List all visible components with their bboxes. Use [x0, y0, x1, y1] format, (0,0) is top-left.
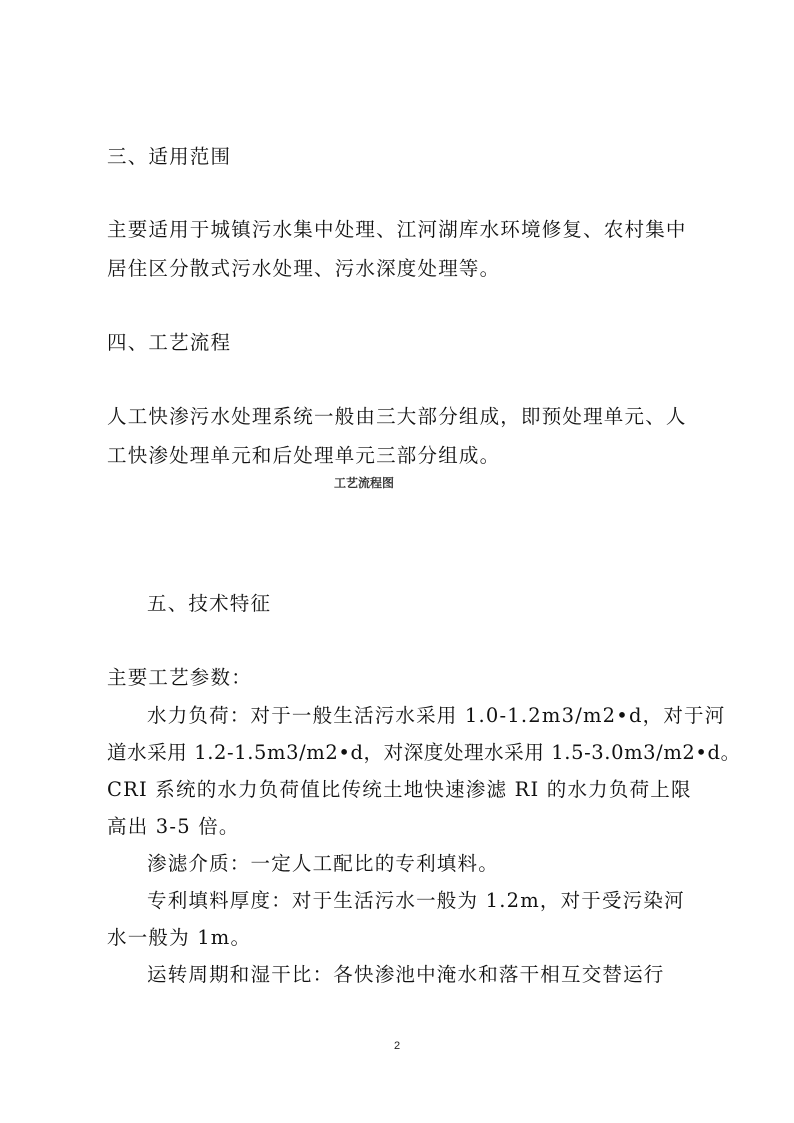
hydraulic-load-line-2: 道水采用 1.2-1.5m3/m2•d，对深度处理水采用 1.5-3.0m3/m2•d。	[107, 741, 741, 764]
section-4-body-line-1: 人工快渗污水处理系统一般由三大部分组成，即预处理单元、人	[107, 405, 687, 428]
page-number: 2	[393, 1040, 401, 1052]
section-3-heading: 三、适用范围	[107, 145, 232, 168]
section-5-intro: 主要工艺参数：	[107, 666, 252, 689]
hydraulic-load-line-4: 高出 3-5 倍。	[107, 815, 240, 838]
filter-media-line: 渗滤介质：一定人工配比的专利填料。	[147, 852, 499, 875]
cycle-line: 运转周期和湿干比：各快渗池中淹水和落干相互交替运行	[147, 963, 665, 986]
section-4-heading: 四、工艺流程	[107, 331, 232, 354]
hydraulic-load-line-1: 水力负荷：对于一般生活污水采用 1.0-1.2m3/m2•d，对于河	[147, 704, 726, 727]
section-5-heading: 五、技术特征	[147, 592, 272, 615]
section-4-body-line-2: 工快渗处理单元和后处理单元三部分组成。	[107, 444, 501, 467]
hydraulic-load-line-3: CRI 系统的水力负荷值比传统土地快速渗滤 RI 的水力负荷上限	[107, 778, 692, 801]
section-3-body-line-2: 居住区分散式污水处理、污水深度处理等。	[107, 257, 501, 280]
filler-thickness-line-1: 专利填料厚度：对于生活污水一般为 1.2m，对于受污染河	[147, 889, 685, 912]
filler-thickness-line-2: 水一般为 1m。	[107, 926, 252, 949]
figure-caption: 工艺流程图	[334, 476, 395, 490]
section-3-body-line-1: 主要适用于城镇污水集中处理、江河湖库水环境修复、农村集中	[107, 218, 687, 241]
